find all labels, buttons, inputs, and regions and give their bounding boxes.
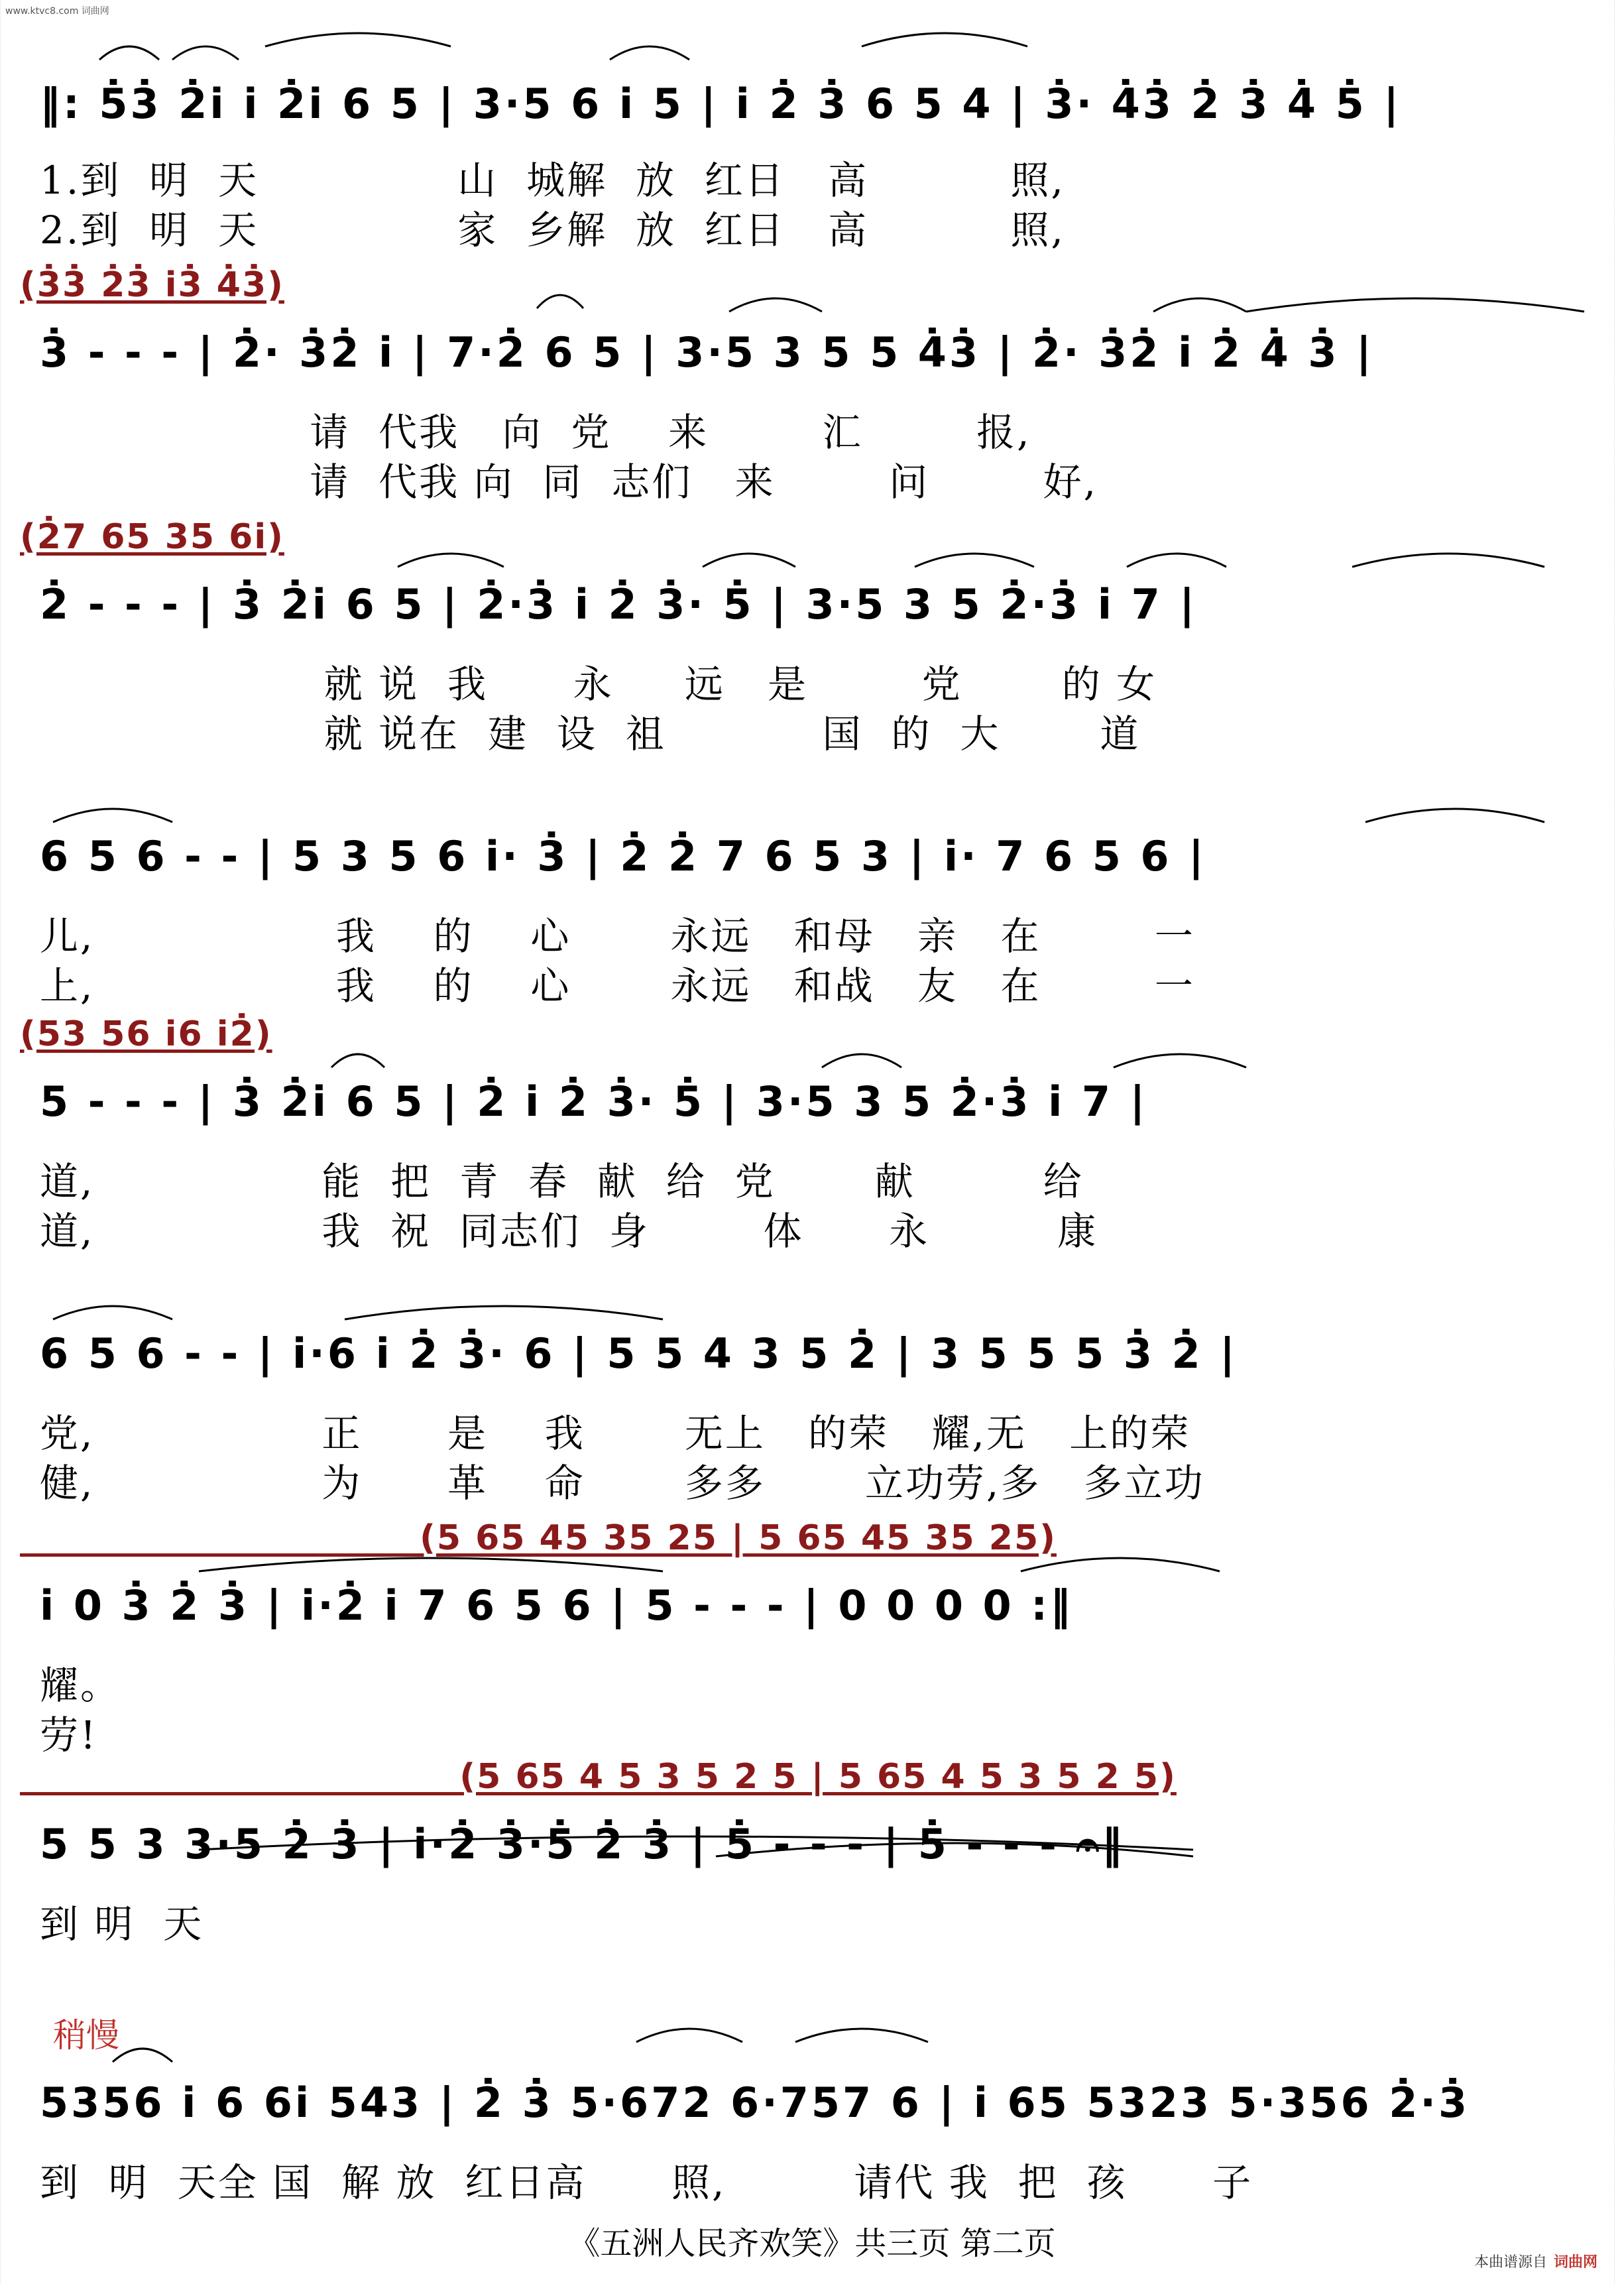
slur-arc — [822, 1054, 901, 1067]
slur-arc — [716, 1843, 1193, 1856]
slur-arc — [636, 2029, 742, 2042]
slur-arc — [610, 46, 689, 60]
site-header: www.ktvc8.com 词曲网 — [5, 6, 109, 17]
notation-line: 6 5 6 - - | i·6 i 2̇ 3̇· 6 | 5 5 4 3 5 2̇ | 3 5 5 5 3̇ 2̇ | — [40, 1329, 1238, 1378]
slur-arc — [729, 298, 822, 312]
notation-line: i 0 3̇ 2̇ 3̇ | i·2̇ i 7 6 5 6 | 5 - - - | 0 0 0 0 :‖ — [40, 1581, 1074, 1630]
lyric-line-1: 到 明 天 — [40, 1901, 204, 1947]
notation-line: 5 - - - | 3̇ 2̇i 6 5 | 2̇ i 2̇ 3̇· 5̇ | 3·5 3 5 2̇·3̇ i 7 | — [40, 1077, 1148, 1126]
page-footer: 《五洲人民齐欢笑》共三页 第二页 — [568, 2225, 1056, 2262]
accompaniment-annotation: (5 65 4 5 3 5 2 5 | 5 65 4 5 3 5 2 5) — [20, 1757, 1177, 1797]
lyric-line-1: 道, 能 把 青 春 献 给 党 献 给 — [40, 1159, 1084, 1204]
slur-arc — [703, 554, 795, 567]
accompaniment-annotation: (3̇3̇ 2̇3̇ i3̇ 4̇3̇) — [20, 265, 284, 305]
accompaniment-annotation: (2̇7 65 35 6i) — [20, 517, 284, 557]
slur-arc — [99, 46, 159, 60]
notation-line: 5 5 3 3·5 2̇ 3̇ | i·2̇ 3̇·5̇ 2̇ 3̇ | 5̇ - - - | 5̇ - - - 𝄐‖ — [40, 1820, 1125, 1868]
slur-arc — [199, 1558, 663, 1571]
lyric-line-1: 儿, 我 的 心 永远 和母 亲 在 一 — [40, 914, 1195, 959]
lyric-line-2: 请 代我 向 同 志们 来 问 好, — [40, 459, 1098, 505]
lyric-line-2: 健, 为 革 命 多多 立功劳,多 多立功 — [40, 1461, 1205, 1506]
slur-arc — [1246, 298, 1584, 312]
slur-arc — [172, 46, 239, 60]
slur-arc — [265, 33, 451, 46]
slur-arc — [1021, 1558, 1220, 1571]
lyric-line-1: 耀。 — [40, 1663, 121, 1708]
tempo-mark: 稍慢 — [53, 2016, 119, 2055]
lyric-line-1: 1.到 明 天 山 城解 放 红日 高 照, — [40, 158, 1065, 203]
lyric-line-2: 就 说在 建 设 祖 国 的 大 道 — [40, 711, 1141, 756]
lyric-line-2: 2.到 明 天 家 乡解 放 红日 高 照, — [40, 208, 1065, 253]
accompaniment-annotation: (53 56 i6 i2̇) — [20, 1014, 272, 1054]
slur-arc — [1365, 809, 1544, 822]
slur-arc — [345, 1306, 663, 1319]
slur-arc — [398, 554, 504, 567]
lyric-line-1: 请 代我 向 党 来 汇 报, — [40, 410, 1031, 455]
lyric-line-1: 到 明 天全 国 解 放 红日高 照, 请代 我 把 孩 子 — [40, 2160, 1253, 2205]
slur-arc — [1153, 298, 1246, 312]
notation-line: 5356 i 6 6i 543 | 2̇ 3̇ 5·672 6·757 6 | i 65 5323 5·356 2̇·3̇ — [40, 2078, 1470, 2127]
lyric-line-1: 党, 正 是 我 无上 的荣 耀,无 上的荣 — [40, 1411, 1191, 1456]
logo-text: 本曲谱源自 — [1474, 2254, 1547, 2271]
slur-arc — [1114, 1054, 1246, 1067]
slur-arc — [53, 809, 172, 822]
slur-arc — [199, 1836, 1193, 1850]
slur-arc — [113, 2049, 172, 2062]
lyric-line-2: 劳! — [40, 1713, 98, 1758]
accompaniment-annotation: (5 65 45 35 25 | 5 65 45 35 25) — [20, 1518, 1057, 1558]
lyric-line-2: 道, 我 祝 同志们 身 体 永 康 — [40, 1209, 1098, 1254]
notation-line: 3̇ - - - | 2̇· 3̇2̇ i | 7·2̇ 6 5 | 3·5 3 5 5 4̇3̇ | 2̇· 3̇2̇ i 2̇ 4̇ 3̇ | — [40, 328, 1374, 377]
lyric-line-2: 上, 我 的 心 永远 和战 友 在 一 — [40, 963, 1195, 1008]
notation-line: 2̇ - - - | 3̇ 2̇i 6 5 | 2̇·3̇ i 2̇ 3̇· 5̇ | 3·5 3 5 2̇·3̇ i 7 | — [40, 580, 1197, 629]
logo-brand: 词曲网 — [1553, 2254, 1597, 2271]
slur-arc — [331, 1054, 384, 1067]
notation-line: ‖: 5̇3̇ 2̇i i 2̇i 6 5 | 3·5 6 i 5 | i 2̇ 3̇ 6 5 4 | 3̇· 4̇3̇ 2̇ 3̇ 4̇ 5̇ | — [40, 80, 1402, 128]
slur-arc — [862, 33, 1027, 46]
slur-arc — [1352, 554, 1544, 567]
slur-arc — [915, 554, 1034, 567]
slur-arc — [795, 2029, 928, 2042]
lyric-line-1: 就 说 我 永 远 是 党 的 女 — [40, 662, 1157, 707]
slur-arc — [537, 295, 583, 308]
notation-line: 6 5 6 - - | 5 3 5 6 i· 3̇ | 2̇ 2̇ 7 6 5 3 | i· 7 6 5 6 | — [40, 832, 1206, 880]
slur-arc — [53, 1306, 172, 1319]
slur-arc — [1127, 554, 1226, 567]
